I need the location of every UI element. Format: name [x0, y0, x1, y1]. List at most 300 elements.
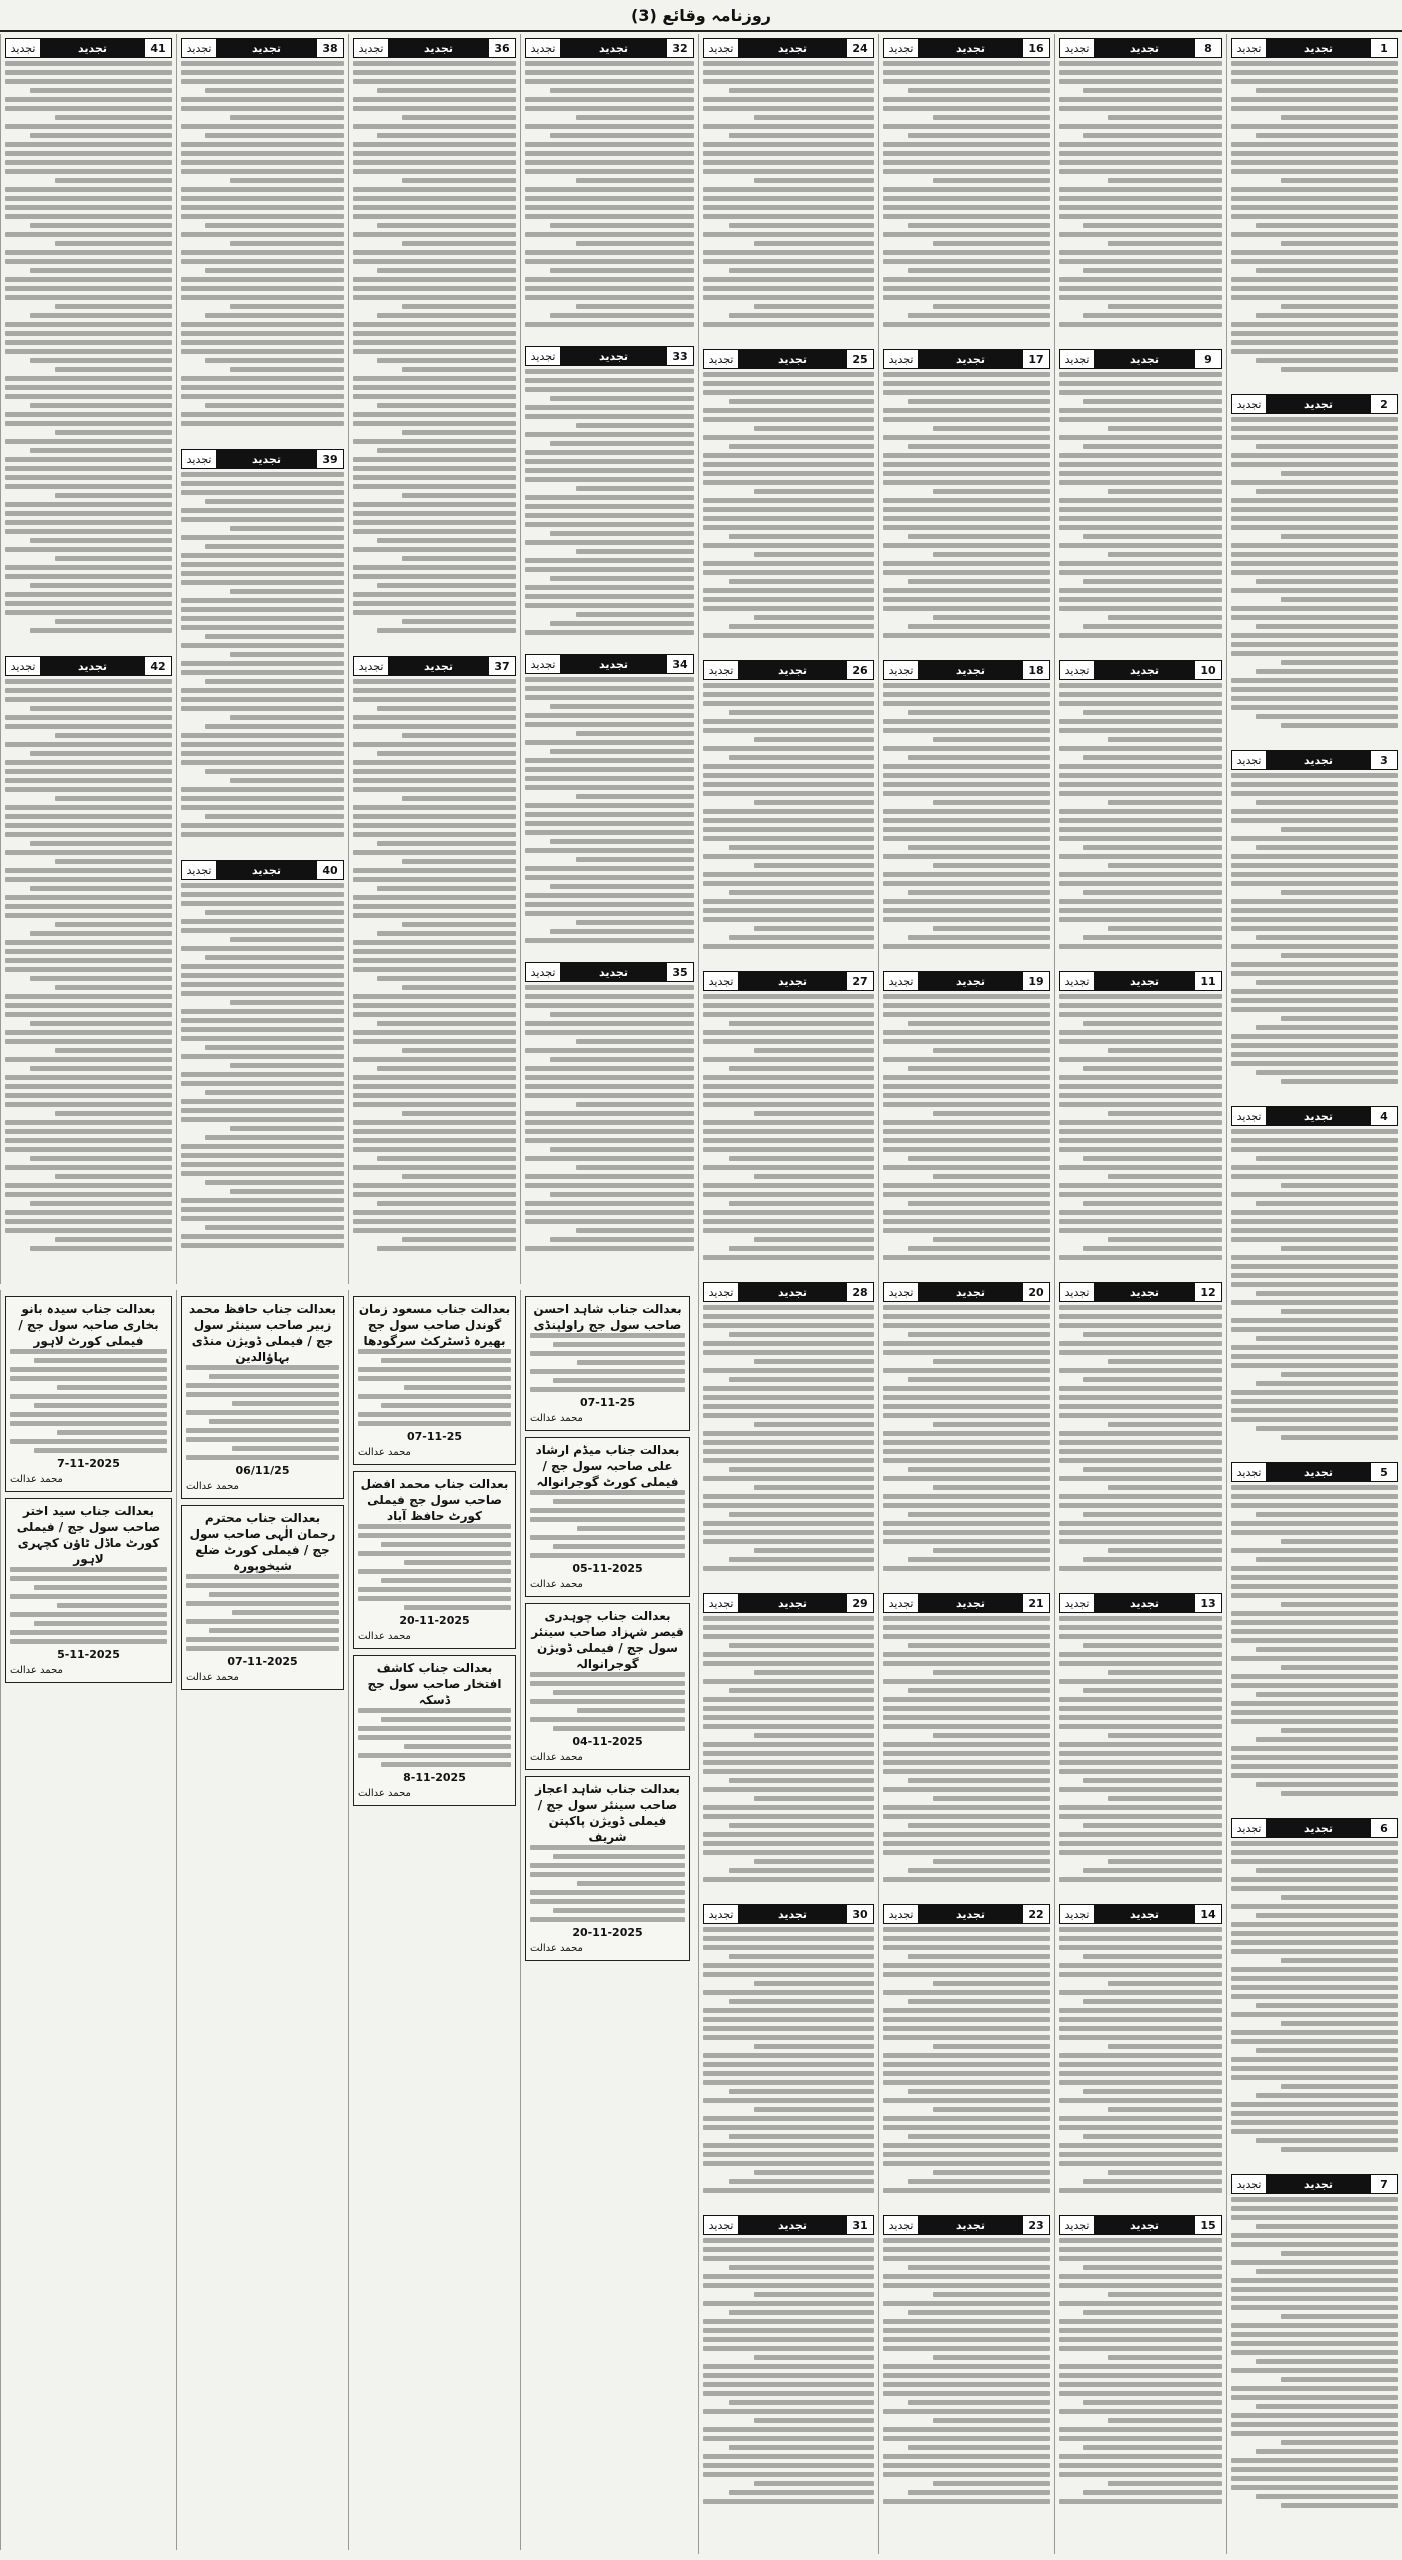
classified-ad: [1231, 1814, 1398, 2164]
classified-ad: [525, 342, 694, 644]
ad-body-text: [181, 472, 344, 837]
ad-header: [703, 971, 874, 991]
ad-label: تجدید: [919, 972, 1022, 990]
ad-body-text: [1059, 1927, 1222, 2193]
ad-number: 18: [1022, 661, 1049, 679]
court-title: بعدالت جناب سیدہ بانو بخاری صاحبہ سول جج / فیملی کورٹ لاہور: [18, 1302, 159, 1348]
ad-tag: تجدید: [526, 655, 561, 673]
ad-body-text: [703, 1616, 874, 1882]
ad-tag: تجدید: [6, 39, 41, 57]
classified-ad: [525, 650, 694, 952]
ad-number: 26: [846, 661, 873, 679]
ad-body-text: [703, 2238, 874, 2504]
ad-tag: تجدید: [884, 1283, 919, 1301]
classified-ad: [1231, 1458, 1398, 1808]
ad-tag: تجدید: [182, 39, 217, 57]
ad-label: تجدید: [919, 1594, 1022, 1612]
ad-number: 3: [1370, 751, 1397, 769]
ad-header: [1059, 1593, 1222, 1613]
ad-header: [181, 38, 344, 58]
ad-label: تجدید: [739, 1283, 846, 1301]
classified-ad: [5, 34, 172, 646]
ad-tag: تجدید: [182, 861, 217, 879]
ad-label: تجدید: [739, 1905, 846, 1923]
classified-ad: [1231, 1102, 1398, 1452]
ad-header: [883, 1904, 1050, 1924]
ad-body-text: [1231, 1841, 1398, 2152]
ad-tag: تجدید: [884, 1905, 919, 1923]
ad-tag: تجدید: [1060, 350, 1095, 368]
ad-number: 5: [1370, 1463, 1397, 1481]
ad-header: [1059, 2215, 1222, 2235]
ad-header: [181, 860, 344, 880]
classified-ad: [883, 967, 1050, 1272]
court-date: 07-11-25: [579, 1396, 636, 1409]
ad-body-text: [353, 679, 516, 1251]
ad-tag: تجدید: [1060, 972, 1095, 990]
ad-number: 21: [1022, 1594, 1049, 1612]
classified-ad: [181, 34, 344, 439]
court-date: 20-11-2025: [399, 1614, 470, 1627]
ad-column: [698, 34, 878, 2554]
court-date: 20-11-2025: [572, 1926, 643, 1939]
ad-label: تجدید: [561, 655, 666, 673]
ad-tag: تجدید: [1060, 1905, 1095, 1923]
ad-body-text: [883, 1305, 1050, 1571]
ad-label: تجدید: [1095, 350, 1194, 368]
ad-label: تجدید: [919, 661, 1022, 679]
ad-label: تجدید: [561, 39, 666, 57]
ad-label: تجدید: [1095, 661, 1194, 679]
ad-header: [883, 660, 1050, 680]
ad-number: 31: [846, 2216, 873, 2234]
court-title: بعدالت جناب میڈم ارشاد علی صاحبہ سول جج / فیملی کورٹ گوجرانوالہ: [535, 1443, 680, 1489]
masthead: [0, 0, 1402, 32]
ad-column: [520, 34, 698, 1284]
ad-label: تجدید: [739, 1594, 846, 1612]
ad-header: [1059, 971, 1222, 991]
court-notice: [181, 1296, 344, 1499]
court-date: 5-11-2025: [57, 1648, 120, 1661]
court-date: 07-11-25: [406, 1430, 463, 1443]
ad-body-text: [883, 1616, 1050, 1882]
ad-body-text: [1231, 417, 1398, 728]
ad-column: [176, 34, 348, 1284]
ad-tag: تجدید: [884, 2216, 919, 2234]
ad-number: 16: [1022, 39, 1049, 57]
ad-body-text: [883, 372, 1050, 638]
ad-tag: تجدید: [526, 39, 561, 57]
ad-number: 36: [488, 39, 515, 57]
ad-tag: تجدید: [704, 661, 739, 679]
ad-number: 6: [1370, 1819, 1397, 1837]
court-signature: محمد عدالت: [530, 1943, 583, 1954]
court-signature: محمد عدالت: [358, 1788, 411, 1799]
classified-ad: [1059, 345, 1222, 650]
ad-number: 27: [846, 972, 873, 990]
ad-header: [1231, 750, 1398, 770]
court-notice: [5, 1498, 172, 1683]
classified-ad: [353, 34, 516, 646]
court-title: بعدالت جناب مسعود زمان گوندل صاحب سول جج بھیرہ ڈسٹرکٹ سرگودھا: [358, 1302, 511, 1348]
ad-tag: تجدید: [704, 39, 739, 57]
ad-tag: تجدید: [704, 350, 739, 368]
ad-body-text: [1059, 683, 1222, 949]
ad-label: تجدید: [389, 657, 488, 675]
classified-ad: [1059, 656, 1222, 961]
court-notice: [525, 1776, 690, 1961]
ad-header: [1059, 1904, 1222, 1924]
ad-number: 24: [846, 39, 873, 57]
ad-header: [525, 962, 694, 982]
ad-tag: تجدید: [704, 2216, 739, 2234]
ad-header: [1059, 38, 1222, 58]
ad-header: [703, 349, 874, 369]
ad-body-text: [703, 683, 874, 949]
ad-body-text: [1231, 61, 1398, 372]
ad-body-text: [181, 61, 344, 426]
ad-label: تجدید: [217, 450, 316, 468]
ad-tag: تجدید: [884, 350, 919, 368]
ad-body-text: [883, 61, 1050, 327]
classified-ad: [883, 1589, 1050, 1894]
classified-ad: [353, 652, 516, 1264]
ad-header: [883, 971, 1050, 991]
ad-label: تجدید: [739, 2216, 846, 2234]
ad-number: 11: [1194, 972, 1221, 990]
court-column-c: [522, 2140, 690, 2550]
ad-label: تجدید: [1267, 1107, 1370, 1125]
ad-number: 22: [1022, 1905, 1049, 1923]
ad-header: [703, 1904, 874, 1924]
ad-number: 28: [846, 1283, 873, 1301]
court-notice: [525, 1603, 690, 1770]
ad-label: تجدید: [1095, 1905, 1194, 1923]
ad-label: تجدید: [739, 350, 846, 368]
classified-ad: [181, 856, 344, 1261]
ad-label: تجدید: [1095, 39, 1194, 57]
court-notice: [181, 1505, 344, 1690]
ad-label: تجدید: [1267, 1819, 1370, 1837]
ad-label: تجدید: [389, 39, 488, 57]
ad-number: 34: [666, 655, 693, 673]
ad-body-text: [883, 2238, 1050, 2504]
ad-tag: تجدید: [526, 963, 561, 981]
ad-header: [1059, 660, 1222, 680]
court-notice: [353, 1471, 516, 1649]
ad-body-text: [883, 683, 1050, 949]
ad-body-text: [525, 61, 694, 327]
classified-ad: [1059, 1278, 1222, 1583]
ad-number: 14: [1194, 1905, 1221, 1923]
ad-column: [1054, 34, 1226, 2554]
classified-ad: [1231, 2170, 1398, 2520]
court-signature: محمد عدالت: [186, 1672, 239, 1683]
ad-label: تجدید: [1095, 2216, 1194, 2234]
ad-tag: تجدید: [1232, 1819, 1267, 1837]
ad-label: تجدید: [739, 972, 846, 990]
court-column-b: [348, 1290, 520, 2550]
ad-body-text: [703, 61, 874, 327]
ad-header: [703, 2215, 874, 2235]
ad-header: [353, 38, 516, 58]
ad-tag: تجدید: [1232, 395, 1267, 413]
ad-header: [525, 38, 694, 58]
ad-label: تجدید: [217, 861, 316, 879]
ad-column: [0, 34, 176, 1284]
classified-ad: [883, 345, 1050, 650]
ad-number: 4: [1370, 1107, 1397, 1125]
ad-label: تجدید: [919, 39, 1022, 57]
ad-body-text: [525, 369, 694, 635]
ad-label: تجدید: [1095, 972, 1194, 990]
ad-number: 19: [1022, 972, 1049, 990]
classified-ad: [5, 652, 172, 1264]
classified-ad: [1059, 2211, 1222, 2516]
ad-number: 37: [488, 657, 515, 675]
ad-body-text: [883, 994, 1050, 1260]
classified-ad: [1059, 34, 1222, 339]
ad-body-text: [1059, 372, 1222, 638]
ad-number: 32: [666, 39, 693, 57]
ad-number: 13: [1194, 1594, 1221, 1612]
ad-tag: تجدید: [884, 39, 919, 57]
classified-ad: [703, 1278, 874, 1583]
court-notice: [525, 1437, 690, 1597]
court-title: بعدالت جناب حافظ محمد زبیر صاحب سینئر سول جج / فیملی ڈویژن منڈی بہاؤالدین: [188, 1302, 337, 1364]
ad-tag: تجدید: [1232, 1463, 1267, 1481]
ad-label: تجدید: [217, 39, 316, 57]
classified-ad: [703, 1589, 874, 1894]
ad-tag: تجدید: [704, 1594, 739, 1612]
ad-body-text: [1231, 1129, 1398, 1440]
ad-number: 29: [846, 1594, 873, 1612]
ad-header: [1059, 349, 1222, 369]
court-signature: محمد عدالت: [530, 1579, 583, 1590]
ad-body-text: [1059, 61, 1222, 327]
classified-ad: [1059, 1589, 1222, 1894]
ad-label: تجدید: [1267, 1463, 1370, 1481]
ad-label: تجدید: [561, 347, 666, 365]
classified-ad: [525, 958, 694, 1260]
ad-tag: تجدید: [1232, 2175, 1267, 2193]
ad-number: 17: [1022, 350, 1049, 368]
ad-header: [883, 38, 1050, 58]
ad-number: 20: [1022, 1283, 1049, 1301]
court-column-e: [0, 1290, 176, 2550]
court-date: 05-11-2025: [572, 1562, 643, 1575]
court-signature: محمد عدالت: [358, 1447, 411, 1458]
ad-body-text: [1231, 1485, 1398, 1796]
ad-body-text: [1231, 2197, 1398, 2508]
ad-number: 1: [1370, 39, 1397, 57]
ad-header: [883, 349, 1050, 369]
classified-ad: [1231, 34, 1398, 384]
ad-number: 42: [144, 657, 171, 675]
court-title: بعدالت جناب شاہد اعجاز صاحب سینئر سول جج / فیملی ڈویژن پاکپتن شریف: [535, 1782, 680, 1844]
ad-number: 33: [666, 347, 693, 365]
court-signature: محمد عدالت: [10, 1474, 63, 1485]
ad-label: تجدید: [1267, 751, 1370, 769]
court-title: بعدالت جناب شاہد احسن صاحب سول جج راولپنڈی: [533, 1302, 682, 1332]
classified-ad: [1059, 1900, 1222, 2205]
ad-number: 39: [316, 450, 343, 468]
ad-header: [1231, 394, 1398, 414]
ad-tag: تجدید: [704, 972, 739, 990]
court-notice: [353, 1655, 516, 1806]
ad-header: [703, 660, 874, 680]
ad-label: تجدید: [1095, 1283, 1194, 1301]
classified-ad: [883, 1278, 1050, 1583]
ad-body-text: [525, 677, 694, 943]
ad-tag: تجدید: [526, 347, 561, 365]
ad-tag: تجدید: [182, 450, 217, 468]
classified-ad: [703, 2211, 874, 2516]
ad-body-text: [1231, 773, 1398, 1084]
classified-ad: [703, 967, 874, 1272]
court-date: 06/11/25: [235, 1464, 290, 1477]
ad-tag: تجدید: [1232, 751, 1267, 769]
ad-tag: تجدید: [1060, 661, 1095, 679]
court-title: بعدالت جناب کاشف افتخار صاحب سول جج ڈسکہ: [367, 1661, 502, 1707]
ad-number: 10: [1194, 661, 1221, 679]
ad-label: تجدید: [41, 657, 144, 675]
ad-header: [5, 38, 172, 58]
ad-tag: تجدید: [1060, 1283, 1095, 1301]
ad-header: [1231, 1818, 1398, 1838]
court-notice: [5, 1296, 172, 1492]
ad-label: تجدید: [919, 1905, 1022, 1923]
ad-label: تجدید: [1267, 39, 1370, 57]
ad-number: 40: [316, 861, 343, 879]
classified-ad: [181, 445, 344, 850]
ad-number: 15: [1194, 2216, 1221, 2234]
ad-number: 35: [666, 963, 693, 981]
ad-label: تجدید: [1095, 1594, 1194, 1612]
ad-label: تجدید: [919, 350, 1022, 368]
ad-header: [883, 1282, 1050, 1302]
ad-header: [1231, 2174, 1398, 2194]
classified-ad: [525, 34, 694, 336]
ad-body-text: [703, 372, 874, 638]
ad-header: [883, 1593, 1050, 1613]
classified-ad: [1231, 746, 1398, 1096]
court-date: 8-11-2025: [403, 1771, 466, 1784]
ad-header: [353, 656, 516, 676]
ad-header: [883, 2215, 1050, 2235]
ad-number: 8: [1194, 39, 1221, 57]
court-signature: محمد عدالت: [186, 1481, 239, 1492]
ad-header: [1231, 1106, 1398, 1126]
ad-header: [5, 656, 172, 676]
ad-number: 25: [846, 350, 873, 368]
ad-tag: تجدید: [1060, 1594, 1095, 1612]
ad-number: 9: [1194, 350, 1221, 368]
ad-tag: تجدید: [1060, 2216, 1095, 2234]
ad-number: 38: [316, 39, 343, 57]
masthead-title: روزنامہ وقائع (3): [631, 5, 771, 25]
court-notice: [353, 1296, 516, 1465]
ad-body-text: [5, 679, 172, 1251]
classified-ad: [1059, 967, 1222, 1272]
ad-label: تجدید: [1267, 395, 1370, 413]
court-title: بعدالت جناب محمد افضل صاحب سول جج فیملی کورٹ حافظ آباد: [360, 1477, 509, 1523]
ad-body-text: [703, 994, 874, 1260]
court-title: بعدالت جناب چوہدری قیصر شہزاد صاحب سینئر سول جج / فیملی ڈویژن گوجرانوالہ: [531, 1609, 684, 1671]
ad-header: [1231, 38, 1398, 58]
classified-ad: [883, 2211, 1050, 2516]
ad-label: تجدید: [919, 1283, 1022, 1301]
court-date: 04-11-2025: [572, 1735, 643, 1748]
ad-tag: تجدید: [1232, 1107, 1267, 1125]
ad-body-text: [525, 985, 694, 1251]
court-signature: محمد عدالت: [530, 1413, 583, 1424]
ad-tag: تجدید: [1232, 39, 1267, 57]
ad-body-text: [353, 61, 516, 633]
court-title: بعدالت جناب محترم رحمان الٰہی صاحب سول جج / فیملی کورٹ ضلع شیخوپورہ: [189, 1511, 336, 1573]
ad-tag: تجدید: [354, 39, 389, 57]
ad-number: 41: [144, 39, 171, 57]
ad-tag: تجدید: [884, 1594, 919, 1612]
ad-label: تجدید: [41, 39, 144, 57]
ad-tag: تجدید: [884, 972, 919, 990]
classified-ad: [1231, 390, 1398, 740]
court-notice: [525, 1296, 690, 1431]
ad-label: تجدید: [739, 39, 846, 57]
ad-tag: تجدید: [6, 657, 41, 675]
ad-tag: تجدید: [1060, 39, 1095, 57]
ad-number: 12: [1194, 1283, 1221, 1301]
ad-body-text: [5, 61, 172, 633]
ad-body-text: [703, 1927, 874, 2193]
court-title: بعدالت جناب سید اختر صاحب سول جج / فیملی کورٹ ماڈل ٹاؤن کچہری لاہور: [16, 1504, 161, 1566]
classified-ad: [883, 1900, 1050, 2205]
court-date: 07-11-2025: [227, 1655, 298, 1668]
ad-number: 7: [1370, 2175, 1397, 2193]
ad-body-text: [1059, 2238, 1222, 2504]
classified-ad: [703, 345, 874, 650]
classified-ad: [703, 656, 874, 961]
court-column-d: [176, 1290, 348, 2550]
ad-column: [1226, 34, 1402, 2554]
court-signature: محمد عدالت: [358, 1631, 411, 1642]
court-signature: محمد عدالت: [10, 1665, 63, 1676]
ad-column: [348, 34, 520, 1284]
ad-label: تجدید: [561, 963, 666, 981]
classified-ad: [883, 656, 1050, 961]
ad-label: تجدید: [1267, 2175, 1370, 2193]
court-signature: محمد عدالت: [530, 1752, 583, 1763]
ad-header: [703, 1282, 874, 1302]
ad-body-text: [181, 883, 344, 1248]
ad-tag: تجدید: [354, 657, 389, 675]
ad-label: تجدید: [739, 661, 846, 679]
ad-body-text: [1059, 1616, 1222, 1882]
ad-header: [525, 346, 694, 366]
ad-header: [525, 654, 694, 674]
court-date: 7-11-2025: [57, 1457, 120, 1470]
classified-ad: [703, 34, 874, 339]
ad-number: 23: [1022, 2216, 1049, 2234]
ad-header: [1231, 1462, 1398, 1482]
ad-tag: تجدید: [704, 1905, 739, 1923]
ad-tag: تجدید: [884, 661, 919, 679]
ad-body-text: [883, 1927, 1050, 2193]
ad-column: [878, 34, 1054, 2554]
ad-tag: تجدید: [704, 1283, 739, 1301]
classified-ad: [883, 34, 1050, 339]
ad-header: [181, 449, 344, 469]
